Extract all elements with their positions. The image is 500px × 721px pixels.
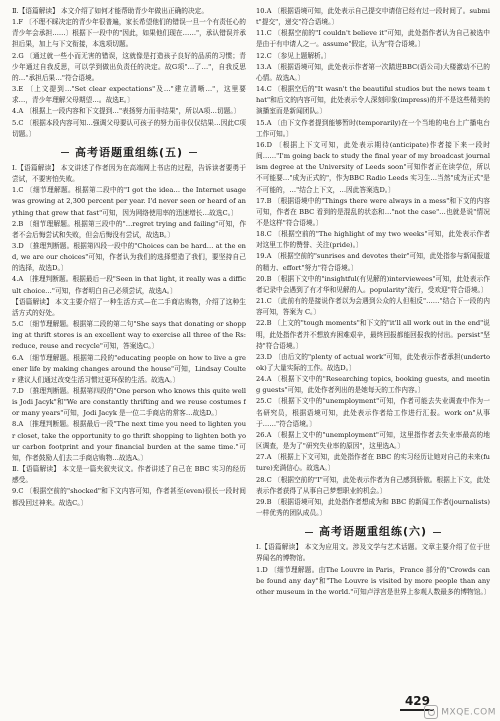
answer-item: 5.C 〔细节理解题。根据第二段的第二句"She says that donating or shopping at thrift stores is an excellent way to exercise all three of the Rs: reduce, reuse and recycle"可知，答案选C。〕 [12,320,246,351]
answer-item: 1.F 〔不理不睬决定的青少年很普遍，家长希望他们的错误一旦一个有责任心的青少年会承担……〕根据下一段中的"因此，如果他们现在……"，承认错误并承担后果，加上与下文衔接，本选项切题。 [12,18,246,49]
answer-item: 4.A 〔推理判断题。根据最后一段"Seen in that light, it really was a difficult choice…"可知，作者明白自己必须尝试，故选A。〕 [12,275,246,295]
answer-item: 20.B 〔根据下文中的"insightful(有见解的)interviewees"可知，此处表示作者记录中会遇到了有才华和见解的人。popularity"流行，受欢迎"符合语境。〕 [256,274,490,294]
answer-item: 12.C 〔参见上题解析。〕 [256,51,331,60]
answer-item: 16.D 〔根据上下文可知，此处表示期待(anticipate)作者接下来一段时间……"I'm going back to study the final year of my broadcast journalism degree at the University of Leeds soon"可知作者正在读学位，所以不可能要…"成为正式的"，作为BBC Radio Leeds 实习生…当然"成为正式"是不可能的，…"结合上下文，…因此答案选D。〕 [256,140,490,194]
paragraph: Ⅱ.【语篇解读】 本文介绍了如何才能帮助青少年做出正确的决定。 [12,7,209,15]
page-number: 429 [404,694,430,708]
answer-item: 14.C 〔根据空后的"It wasn't the beautiful studios but the news team that"和后文的内容可知，此处表示令人深刻印象(impress)的并不是这些精美的演播室而是新闻团队。〕 [256,85,490,116]
answer-item: 10.A 〔根据语境可知，此处表示自己提交申请信已经有过一段时间了。submit"提交"，递交"符合语境。〕 [256,7,490,27]
passage-intro: Ⅰ.【语篇解读】 本文讲述了作者因为在高端网上书店的过程，告诉读者要勇于尝试，不要害怕失败。 [12,163,246,184]
answer-item: 1.C 〔细节理解题。根据第二段中的"I got the idea… the Internet usage was growing at 2,300 percent per year. I'd never seen or heard of anything that grew that fast"可知，因为网络使用率的迅速增长…故选C。〕 [12,186,246,217]
left-column [12,6,246,694]
answer-item: 18.C 〔根据空前的"The highlight of my two weeks"可知，此处表示作者对这里工作的赞誉、关注(pride)。〕 [256,230,490,250]
answer-item: 2.G 〔通过就一些小而无害的错误，这就像是打造孩子良好的品质的习惯；青少年通过自我反思，可以学到做出负责任的决定。故G项"…了…"，自我反思的…"承担后果…"符合语境。 [12,51,246,82]
answer-item: 28.C 〔根据空前的"I"可知，此处表示作者为自己感到骄傲。根据上下文，此处表示作者获得了从事自己梦想职业的机会。〕 [256,475,490,495]
passage-intro: 【语篇解读】 本文主要介绍了一种生活方式—在二手商店购物，介绍了这种生活方式的好处。 [12,297,246,317]
answer-item: 26.A 〔根据上文中的"unemployment"可知，这里指作者去失业率最高的地区调查，是为了"研究失业率的原因"，这里选A。〕 [256,430,490,451]
section-title: 高考语题重组练(六) [256,523,490,539]
answer-item: 8.A 〔推理判断题。根据最后一段"The next time you need to lighten your closet, take the opportunity to go thrift shopping to lighten both your carbon footprint and your financial burden at the same time."可知，作者鼓励人们去二手商店购物…故选A。〕 [12,420,246,462]
watermark-logo-icon [424,705,438,719]
watermark [424,705,496,719]
answer-item: 29.B 〔根据语境可知，此处指作者想成为和 BBC 的新闻工作者(journalists)一样优秀的团队成员。〕 [256,497,490,518]
answer-item: 11.C 〔根据空前的"I couldn't believe it"可知，此处指作者认为自己被选中是由于有申请人之一。assume"假定，认为"符合语境。〕 [256,29,490,49]
two-column-body [12,6,490,694]
watermark-text: MXQE.COM [441,707,496,718]
answer-item: 22.B 〔上文的"tough moments"和下文的"it'll all work out in the end"说明，此处指作者并不想放弃困难艰辛，最终回报都能回报我的付出。persist"坚持"符合语境。〕 [256,319,490,350]
answer-item: 9.C 〔根据空前的"shocked"和下文内容可知，作者甚至(even)很长一段时间都没回过神来。故选C。〕 [12,487,246,507]
answer-item: 24.A 〔根据下文中的"Researching topics, booking guests, and meeting guests"可知，此处作者列出的是她每天的工作内容。〕 [256,375,490,395]
passage-intro: Ⅱ.【语篇解读】 本文是一篇夹叙夹议文。作者讲述了自己在 BBC 实习的经历感受。 [12,465,246,485]
passage-intro: Ⅰ.【语篇解读】 本文为应用文。涉及文学与艺术话题。文章主要介绍了位于世界闻名的博物馆。 [256,543,490,563]
answer-item: 4.A 〔根据上一段内容和下文提到…"表扬努力而非结果"，所以A项…切题。〕 [12,107,241,116]
answer-item: 3.D 〔推理判断题。根据第四段一段中的"Choices can be hard… at the end, we are our choices"可知，作者认为我们的选择塑造了我们，要坚持自己的选择，故选D。〕 [12,241,246,273]
answer-item: 2.B 〔细节理解题。根据第三段中的"…regret trying and failing"可知，作者不会后悔尝试和失败，但会后悔没有尝试，故选B。〕 [12,219,246,239]
answer-item: 7.D 〔推理判断题。根据第四段的"One person who knows this quite well is Jodi Jacyk"和"We are constantly thrifting and we reuse costumes for many years"可知，Jodi Jacyk 是一位二手商店的常客…故选D。〕 [12,387,246,418]
answer-item: 23.D 〔由后文的"plenty of actual work"可知，此处表示作者承担(undertook)了大量实际的工作。故选D。〕 [256,352,490,372]
answer-item: 25.C 〔根据下文中的"unemployment"可知，作者可能去失业调查中作为一名研究员，根据语境可知，此处表示作者给工作进行汇报。work on"从事于……"符合语境。〕 [256,397,490,428]
right-column [256,6,490,694]
answer-item: 6.A 〔细节理解题。根据第二段的"educating people on how to live a greener life by making changes around the house"可知，Lindsay Coulter 建议人们通过改变生活习惯过更环保的生活。故选A。〕 [12,353,246,384]
answer-item: 15.A 〔由下文作者提到能够暂时(temporarily)在一个当地的电台上广播电台工作可知。〕 [256,118,490,138]
section-title: 高考语题重组练(五) [12,144,246,160]
answer-item: 13.A 〔根据语境可知，此处表示作者第一次踏进BBC(语公司)大楼激动不已的心情。故选A。〕 [256,62,490,82]
answer-item: 1.D 〔细节理解题。由The Louvre in Paris，France 部分的"Crowds can be found any day"和"The Louvre is visited by more people than any other museum in the world."可知卢浮宫是世界上参观人数最多的博物馆。〕 [256,565,490,596]
page-footer [0,688,500,721]
answer-item: 27.A 〔根据上下文可知，此处指作者在 BBC 的实习经历让她对自己的未来(future)充满信心。故选A。〕 [256,453,490,473]
answer-item: 19.A 〔根据空前的"sunrises and devotes their"可知，此处指参与新闻报道的精力、effort"努力"符合语境。〕 [256,252,490,272]
answer-item: 21.C 〔此前有的是接说作者以为会遇到公众的人但相反"……"结合下一段的内容可知，答案为 C。〕 [256,297,490,317]
answer-item: 3.E 〔上文提到…"Set clear expectations"及…"建立清晰…"，这里要求…，青少年理解父母期望…。故选E。〕 [12,85,246,105]
answer-item: 17.B 〔根据语境中的"Things there were always in a mess"和下文的内容可知，作者在 BBC 看到的是混乱的状态和…"not the case"…也就是说"情况不是这样"符合语境。〕 [256,196,490,227]
answer-item: 5.C 〔根据本段内容可知…强调父母要认可孩子的努力而非仅仅结果…因此C项切题。〕 [12,118,246,138]
